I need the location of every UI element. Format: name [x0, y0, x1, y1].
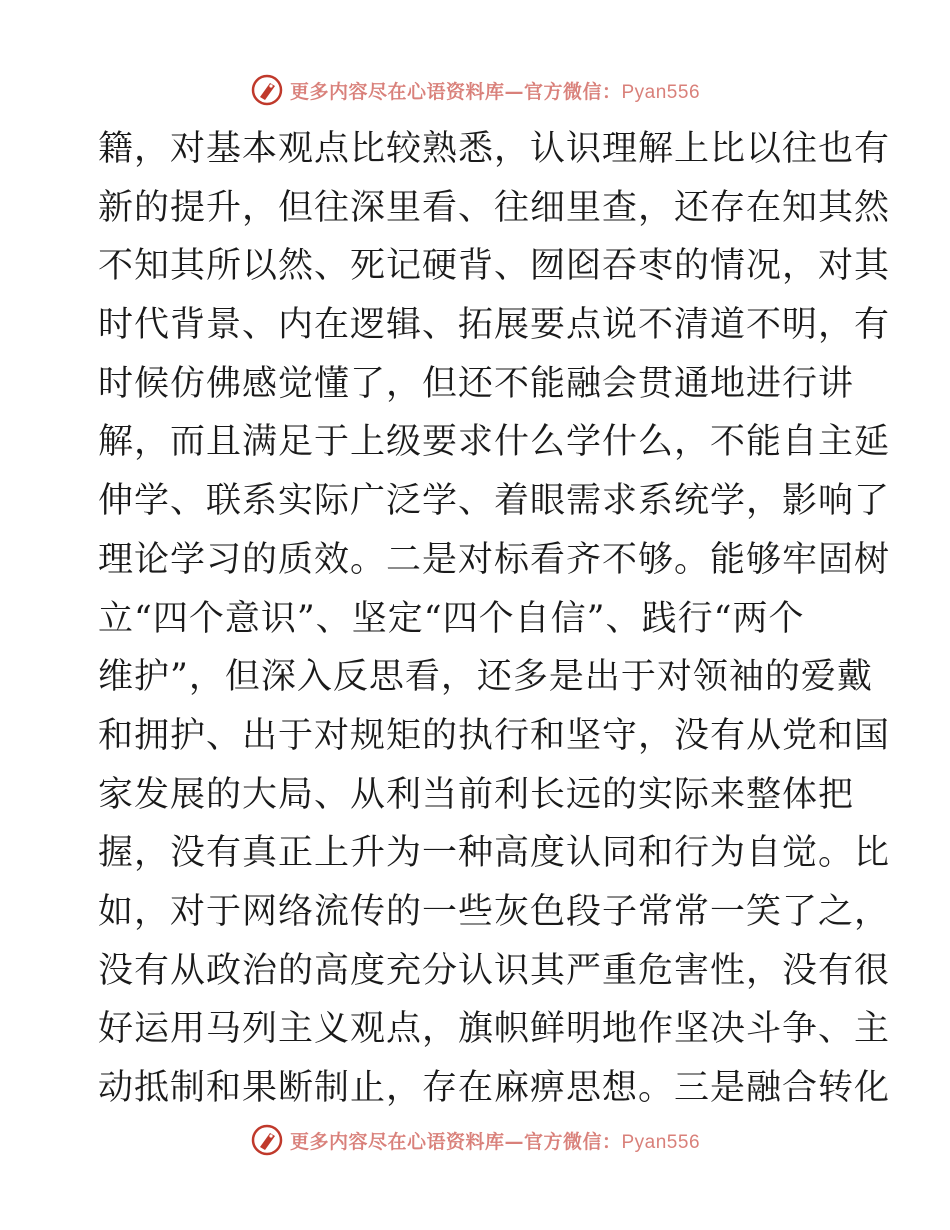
pen-nib-circle-logo-icon	[250, 73, 284, 107]
text-line: 时代背景、内在逻辑、拓展要点说不清道不明，有	[98, 305, 891, 346]
banner-label: 更多内容尽在心语资料库—官方微信：	[289, 80, 622, 103]
text-line: 如，对于网络流传的一些灰色段子常常一笑了之，	[98, 891, 891, 932]
header-watermark-banner	[0, 70, 950, 110]
wechat-id: Pyan556	[621, 1131, 701, 1153]
text-line: 家发展的大局、从利当前利长远的实际来整体把	[98, 774, 855, 815]
text-line: 时候仿佛感觉懂了，但还不能融会贯通地进行讲	[98, 363, 855, 404]
text-line: 和拥护、出于对规矩的执行和坚守，没有从党和国	[98, 715, 891, 756]
pen-nib-circle-logo-icon	[250, 1123, 284, 1157]
text-line: 握，没有真正上升为一种高度认同和行为自觉。比	[98, 833, 891, 874]
text-line: 解，而且满足于上级要求什么学什么，不能自主延	[98, 422, 891, 463]
text-line: 伸学、联系实际广泛学、着眼需求系统学，影响了	[98, 481, 891, 522]
text-line: 立“四个意识”、坚定“四个自信”、践行“两个	[98, 598, 805, 639]
text-line: 理论学习的质效。二是对标看齐不够。能够牢固树	[98, 539, 891, 580]
text-line: 籍，对基本观点比较熟悉，认识理解上比以往也有	[98, 129, 891, 169]
text-line: 动抵制和果断制止，存在麻痹思想。三是融合转化	[98, 1068, 891, 1108]
footer-watermark-banner	[0, 1120, 950, 1160]
text-line: 新的提升，但往深里看、往细里查，还存在知其然	[98, 187, 891, 228]
document-body	[98, 120, 891, 1118]
text-line: 好运用马列主义观点，旗帜鲜明地作坚决斗争、主	[98, 1009, 891, 1050]
banner-text	[290, 1127, 700, 1154]
wechat-id: Pyan556	[621, 81, 701, 103]
banner-label: 更多内容尽在心语资料库—官方微信：	[289, 1130, 622, 1153]
text-line: 没有从政治的高度充分认识其严重危害性，没有很	[98, 950, 891, 991]
banner-text	[290, 77, 700, 104]
text-line: 不知其所以然、死记硬背、囫囵吞枣的情况，对其	[98, 246, 891, 287]
text-line: 维护”，但深入反思看，还多是出于对领袖的爱戴	[98, 657, 873, 698]
